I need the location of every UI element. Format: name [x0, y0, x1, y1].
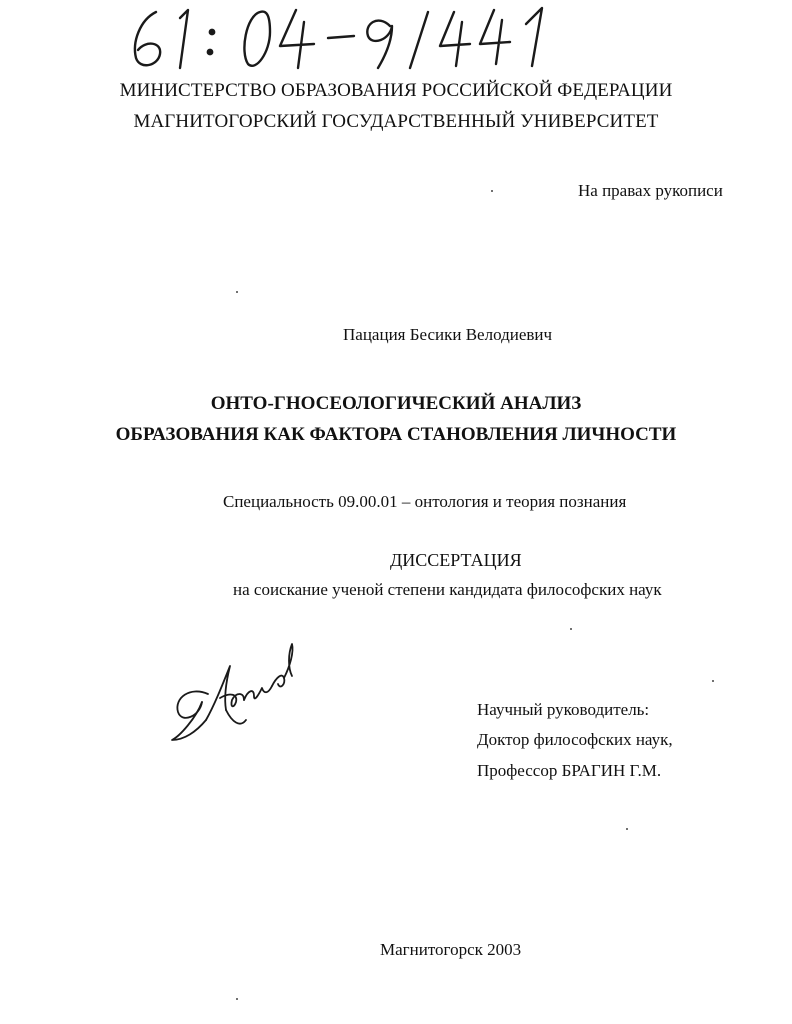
scan-speck — [236, 998, 238, 1000]
scan-speck — [491, 190, 493, 192]
supervisor-degree: Доктор философских наук, — [477, 730, 673, 749]
university-heading: МАГНИТОГОРСКИЙ ГОСУДАРСТВЕННЫЙ УНИВЕРСИТЕТ — [133, 111, 659, 132]
scan-speck — [570, 628, 572, 630]
manuscript-note: На правах рукописи — [578, 181, 723, 200]
city-year: Магнитогорск 2003 — [380, 940, 522, 959]
specialty-line: Специальность 09.00.01 – онтология и теория познания — [223, 492, 627, 511]
work-type: ДИССЕРТАЦИЯ — [390, 550, 522, 570]
catalog-number-handwritten — [128, 2, 558, 74]
title-line-2: ОБРАЗОВАНИЯ КАК ФАКТОРА СТАНОВЛЕНИЯ ЛИЧНОСТИ — [115, 424, 677, 445]
author-name: Пацация Бесики Велодиевич — [343, 325, 553, 344]
scan-speck — [626, 828, 628, 830]
scan-speck — [712, 680, 714, 682]
degree-line: на соискание ученой степени кандидата философских наук — [233, 580, 662, 599]
supervisor-name: Профессор БРАГИН Г.М. — [477, 761, 662, 780]
title-line-1: ОНТО-ГНОСЕОЛОГИЧЕСКИЙ АНАЛИЗ — [210, 393, 582, 414]
ministry-heading: МИНИСТЕРСТВО ОБРАЗОВАНИЯ РОССИЙСКОЙ ФЕДЕРАЦИИ — [119, 80, 673, 101]
scan-speck — [236, 291, 238, 293]
supervisor-label: Научный руководитель: — [477, 700, 650, 719]
author-signature — [160, 636, 310, 751]
